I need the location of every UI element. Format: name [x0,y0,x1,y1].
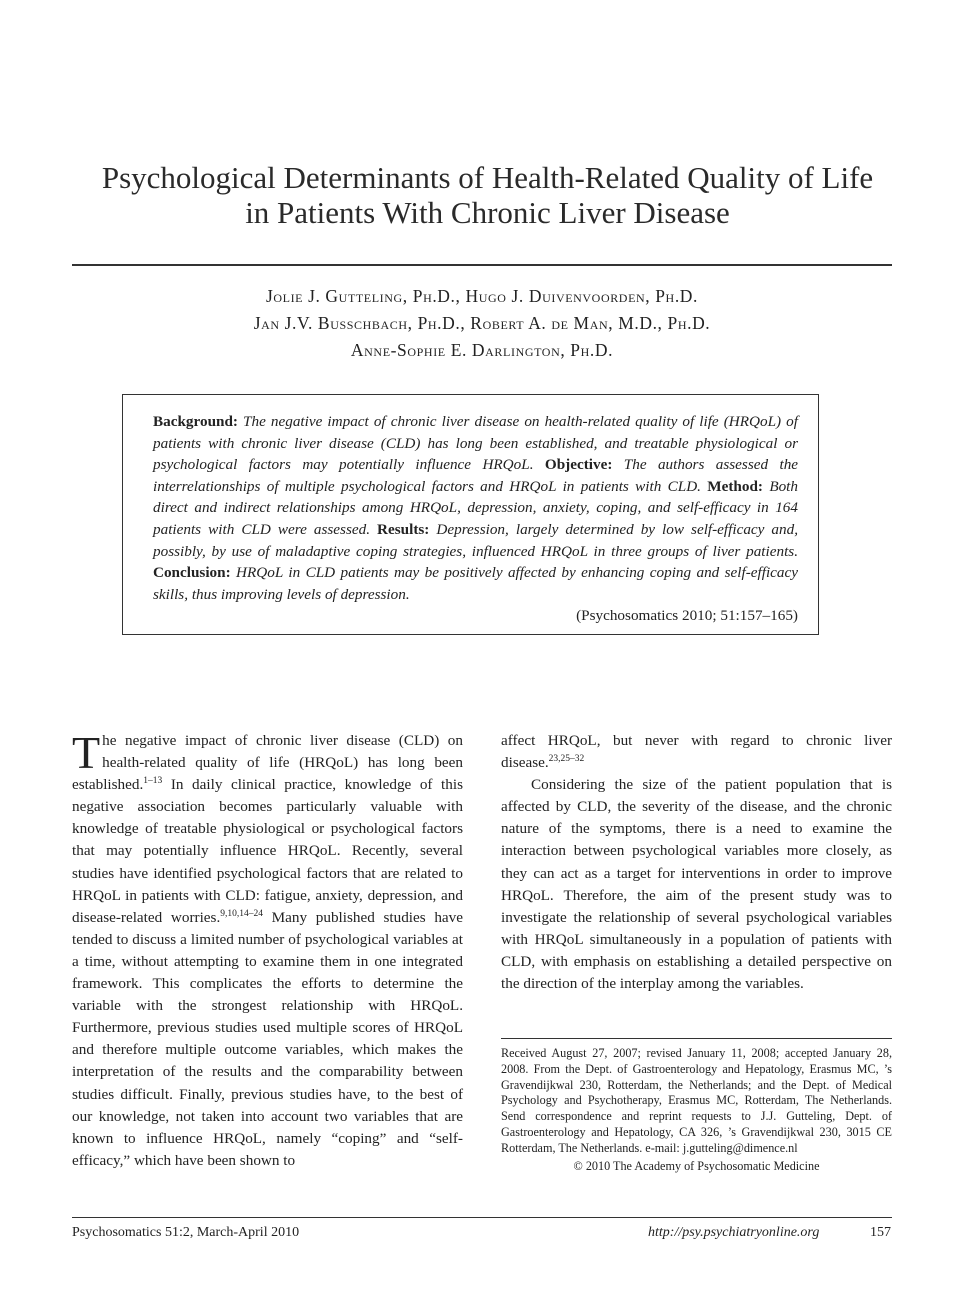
footnote-text: Received August 27, 2007; revised January 11, 2008; accepted January 28, 2008. From the Dept. of Gastroenterology and Hepatology, Erasmus MC, ’s Gravendijkwal 230, Rotterdam, the Netherlands; and the Dept. of Medical Psychology and Psychotherapy, Erasmus MC, Rotterdam, The Netherlands. Send correspondence and reprint requests to J.J. Gutteling, Dept. of Gastroenterology and Hepatology, CA 326, ’s Gravendijkwal 230, 3015 CE Rotterdam, The Netherlands. e-mail: j.gutteling@dimence.nl [501,1046,892,1155]
conclusion-label: Conclusion: [153,564,231,582]
footnote [501,1046,892,1174]
results-label: Results: [377,520,430,538]
conclusion-text: HRQoL in CLD patients may be positively affected by enhancing coping and self-efficacy skills, thus improving levels of depression. [153,564,799,603]
intro-text-a: he negative impact of chronic liver disease (CLD) on health-related quality of life (HRQoL) has long been established. [72,732,463,794]
author-list [72,283,892,364]
intro-paragraph-2: Considering the size of the patient population that is affected by CLD, the severity of the disease, and the chronic nature of the symptoms, there is a need to examine the interaction between psychological variables more closely, as they can act as a target for interventions in order to improve HRQoL. Therefore, the aim of the present study was to investigate the relationship of several psychological variables with HRQoL simultaneously in a population of patients with CLD, with emphasis on establishing a detailed perspective on the direction of the interplay among the variables. [501,776,892,993]
page-number: 157 [870,1225,891,1240]
abstract-box [122,394,819,635]
objective-text: The authors assessed the interrelationships of multiple psychological factors and HRQoL in patients with CLD. [153,456,799,495]
citation-superscript: 9,10,14–24 [220,908,263,919]
footer-url-link[interactable]: http://psy.psychiatryonline.org [648,1225,820,1240]
body-column-right [501,730,892,995]
article-title [60,160,915,230]
method-text: Both direct and indirect relationships among HRQoL, depression, anxiety, coping, and self-efficacy in 164 patients with CLD were assessed. [153,477,798,538]
title-line-1: Psychological Determinants of Health-Related Quality of Life [101,160,874,195]
authors-line-2: Jan J.V. Busschbach, Ph.D., Robert A. de Man, M.D., Ph.D. [253,313,711,333]
citation-superscript: 23,25–32 [548,754,585,765]
intro-paragraph-1 [72,727,463,1172]
authors-line-3: Anne-Sophie E. Darlington, Ph.D. [350,340,614,360]
background-text: The negative impact of chronic liver disease on health-related quality of life (HRQoL) of patients with chronic liver disease (CLD) has long been established, and treatable physiological or psychological factors may potentially influence HRQoL. [153,413,798,474]
citation-superscript: 1–13 [143,776,163,787]
objective-label: Objective: [544,456,613,474]
title-divider [72,264,892,266]
intro-text-b: In daily clinical practice, knowledge of this negative association becomes particularly valuable with knowledge of treatable physiological or psychological factors that may potentially influence HRQoL. Recently, several studies have identified psychological factors that are related to HRQoL in patients with CLD: fatigue, anxiety, depression, and disease-related worries. [72,776,463,926]
body-column-left [72,727,463,1172]
abstract-citation: (Psychosomatics 2010; 51:157–165) [576,607,798,625]
footer-journal: Psychosomatics 51:2, March-April 2010 [72,1225,300,1240]
copyright-notice: © 2010 The Academy of Psychosomatic Medicine [573,1158,820,1173]
continued-text: affect HRQoL, but never with regard to chronic liver disease. [501,732,892,772]
footer-divider [72,1217,892,1218]
drop-cap: T [72,727,101,778]
title-line-2: in Patients With Chronic Liver Disease [245,195,730,230]
intro-text-c: Many published studies have tended to discuss a limited number of psychological variables at a time, without attempting to examine them in one integrated framework. This complicates the efforts to determine the variable with the strongest relationship with HRQoL. Furthermore, previous studies used multiple scores of HRQoL and therefore multiple outcome variables, which makes the interpretation of the results and the comparability between studies difficult. Finally, previous studies have, to the best of our knowledge, not taken into account two variables that are known to influence HRQoL, namely “coping” and “self-efficacy,” which have been shown to [72,908,463,1169]
footnote-divider [501,1038,892,1039]
results-text: Depression, largely determined by low self-efficacy and, possibly, by use of maladaptive coping strategies, influenced HRQoL in three groups of liver patients. [153,520,799,560]
method-label: Method: [707,477,763,495]
intro-paragraph-continued [501,730,892,774]
background-label: Background: [153,413,238,430]
authors-line-1: Jolie J. Gutteling, Ph.D., Hugo J. Duivenvoorden, Ph.D. [265,286,699,306]
